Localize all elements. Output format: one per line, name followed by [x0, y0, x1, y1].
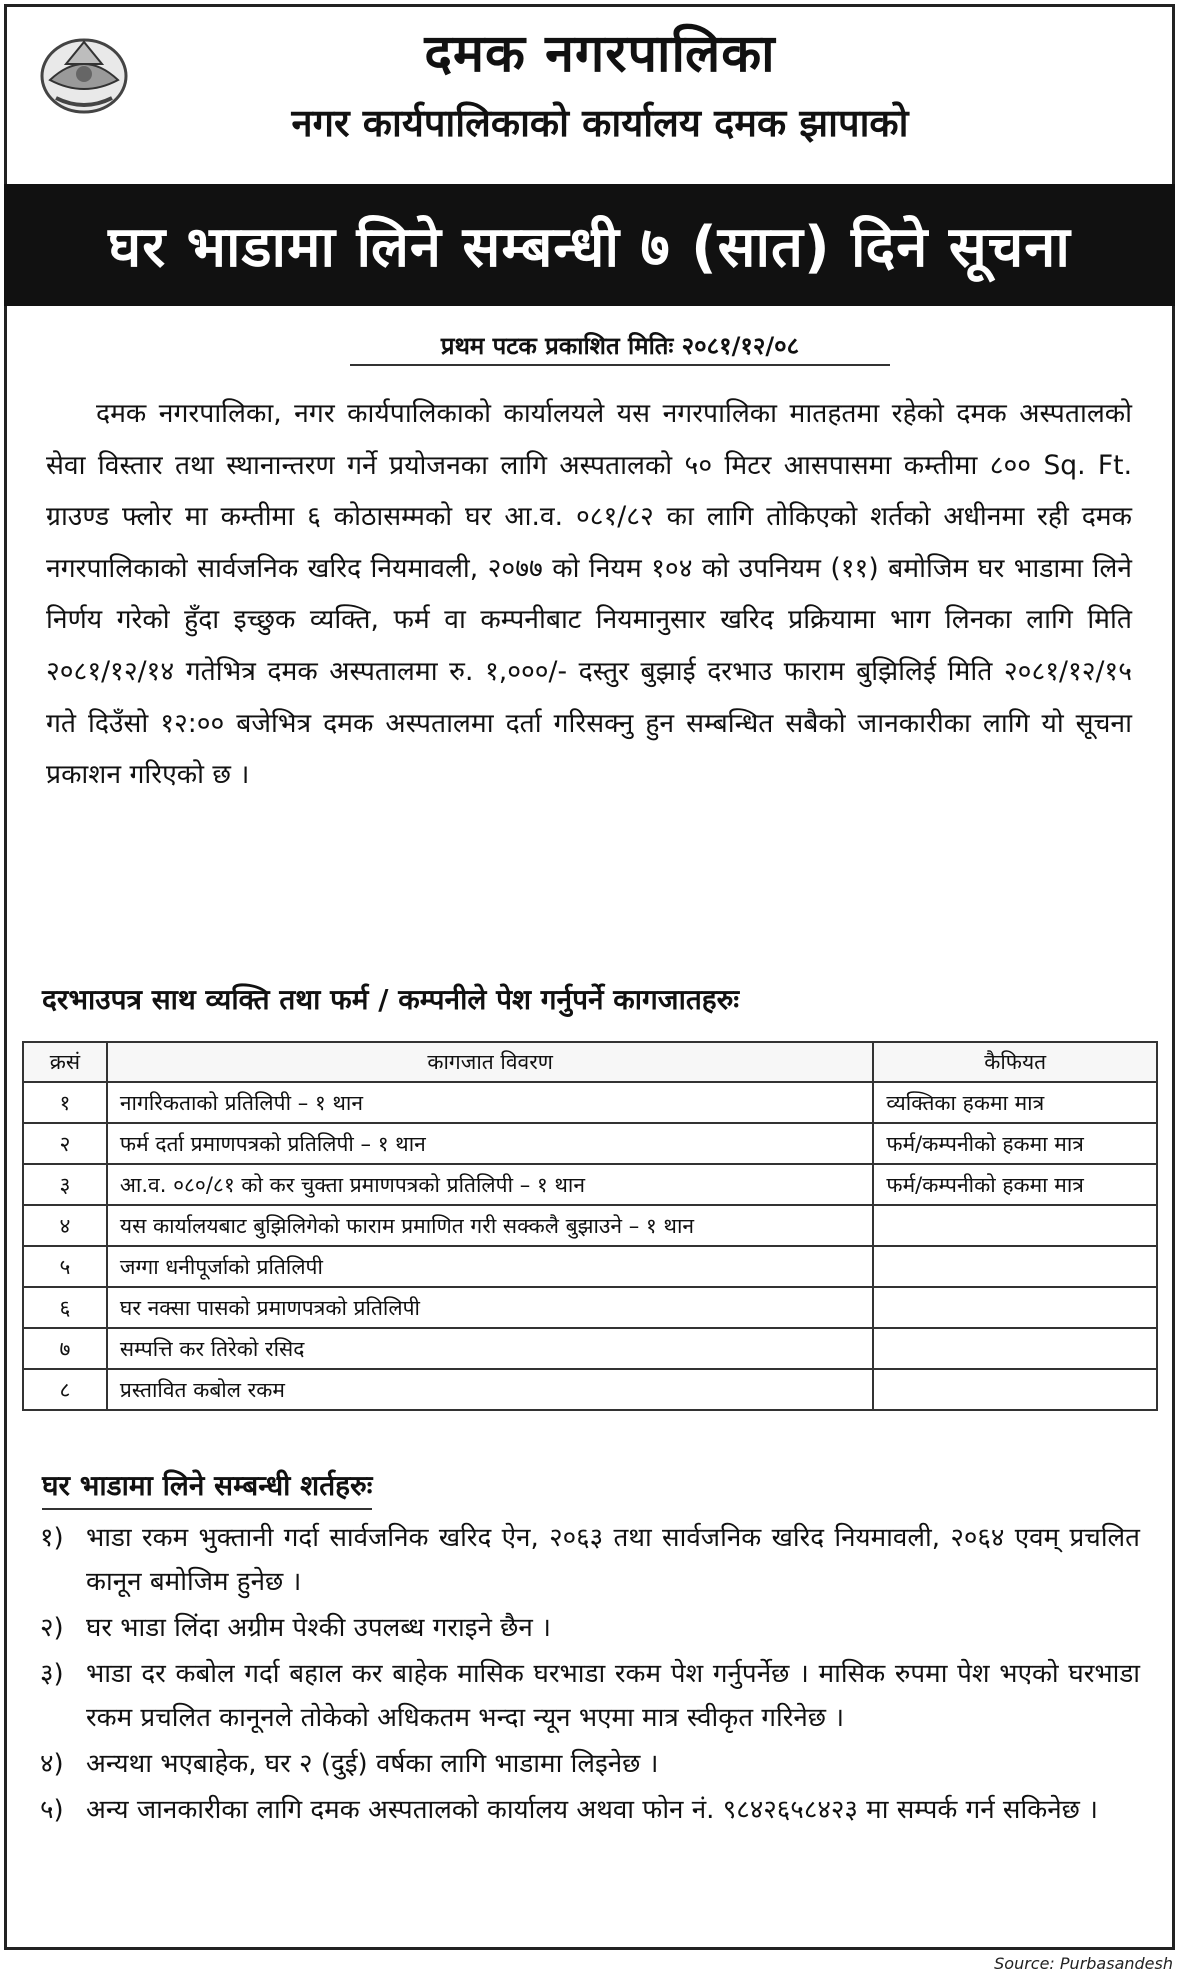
row-description: यस कार्यालयबाट बुझिलिगेको फाराम प्रमाणित गरी सक्कलै बुझाउने – १ थान	[107, 1205, 874, 1246]
condition-item	[40, 1516, 1140, 1604]
row-description: घर नक्सा पासको प्रमाणपत्रको प्रतिलिपी	[107, 1287, 874, 1328]
table-row	[23, 1164, 1157, 1205]
office-name: नगर कार्यपालिकाको कार्यालय दमक झापाको	[291, 101, 909, 145]
notice-title-banner	[4, 184, 1175, 306]
row-sn: ६	[23, 1287, 107, 1328]
row-sn: १	[23, 1082, 107, 1123]
condition-text: भाडा रकम भुक्तानी गर्दा सार्वजनिक खरिद ऐन, २०६३ तथा सार्वजनिक खरिद नियमावली, २०६४ एवम् प्रचलित कानून बमोजिम हुनेछ ।	[86, 1523, 1140, 1597]
condition-text: अन्यथा भएबाहेक, घर २ (दुई) वर्षका लागि भाडामा लिइनेछ ।	[86, 1749, 659, 1779]
row-sn: ४	[23, 1205, 107, 1246]
column-header-sn: क्रसं	[23, 1042, 107, 1082]
row-remark: फर्म/कम्पनीको हकमा मात्र	[873, 1123, 1157, 1164]
condition-text: भाडा दर कबोल गर्दा बहाल कर बाहेक मासिक घरभाडा रकम पेश गर्नुपर्नेछ । मासिक रुपमा पेश भएको घरभाडा रकम प्रचलित कानूनले तोकेको अधिकतम भन्दा न्यून भएमा मात्र स्वीकृत गरिनेछ ।	[86, 1659, 1140, 1733]
condition-number: ५)	[40, 1795, 64, 1825]
row-sn: ७	[23, 1328, 107, 1369]
condition-text: अन्य जानकारीका लागि दमक अस्पतालको कार्यालय अथवा फोन नं. ९८४२६५८४२३ मा सम्पर्क गर्न सकिनेछ ।	[86, 1795, 1098, 1825]
row-description: सम्पत्ति कर तिरेको रसिद	[107, 1328, 874, 1369]
condition-number: २)	[40, 1613, 64, 1643]
documents-table	[22, 1041, 1158, 1411]
condition-item	[40, 1788, 1140, 1832]
row-sn: ३	[23, 1164, 107, 1205]
condition-number: ४)	[40, 1749, 64, 1779]
table-row	[23, 1246, 1157, 1287]
condition-text: घर भाडा लिंदा अग्रीम पेश्की उपलब्ध गराइने छैन ।	[86, 1613, 551, 1643]
row-sn: २	[23, 1123, 107, 1164]
table-row	[23, 1287, 1157, 1328]
row-description: आ.व. ०८०/८१ को कर चुक्ता प्रमाणपत्रको प्रतिलिपी – १ थान	[107, 1164, 874, 1205]
table-row	[23, 1082, 1157, 1123]
condition-number: १)	[40, 1523, 64, 1553]
row-remark	[873, 1369, 1157, 1410]
row-description: फर्म दर्ता प्रमाणपत्रको प्रतिलिपी – १ थान	[107, 1123, 874, 1164]
row-sn: ५	[23, 1246, 107, 1287]
row-remark: व्यक्तिका हकमा मात्र	[873, 1082, 1157, 1123]
table-header-row	[23, 1042, 1157, 1082]
condition-item	[40, 1606, 1140, 1650]
nepal-emblem-icon	[36, 28, 132, 116]
row-description: नागरिकताको प्रतिलिपी – १ थान	[107, 1082, 874, 1123]
documents-heading: दरभाउपत्र साथ व्यक्ति तथा फर्म / कम्पनीले पेश गर्नुपर्ने कागजातहरुः	[42, 983, 740, 1016]
notice-body-paragraph: दमक नगरपालिका, नगर कार्यपालिकाको कार्यालयले यस नगरपालिका मातहतमा रहेको दमक अस्पतालको सेवा विस्तार तथा स्थानान्तरण गर्ने प्रयोजनका लागि अस्पतालको ५० मिटर आसपासमा कम्तीमा ८०० Sq. Ft. ग्राउण्ड फ्लोर मा कम्तीमा ६ कोठासम्मको घर आ.व. ०८१/८२ का लागि तोकिएको शर्तको अधीनमा रही दमक नगरपालिकाको सार्वजनिक खरिद नियमावली, २०७७ को नियम १०४ को उपनियम (११) बमोजिम घर भाडामा लिने निर्णय गरेको हुँदा इच्छुक व्यक्ति, फर्म वा कम्पनीबाट नियमानुसार खरिद प्रक्रियामा भाग लिनका लागि मिति २०८१/१२/१४ गतेभित्र दमक अस्पतालमा रु. १,०००/- दस्तुर बुझाई दरभाउ फाराम बुझिलिई मिति २०८१/१२/१५ गते दिउँसो १२:०० बजेभित्र दमक अस्पतालमा दर्ता गरिसक्नु हुन सम्बन्धित सबैको जानकारीका लागि यो सूचना प्रकाशन गरिएको छ ।	[46, 398, 1132, 791]
column-header-remarks: कैफियत	[873, 1042, 1157, 1082]
condition-item	[40, 1652, 1140, 1740]
source-credit: Source: Purbasandesh	[994, 1954, 1173, 1973]
municipality-name: दमक नगरपालिका	[424, 24, 776, 84]
published-date: प्रथम पटक प्रकाशित मितिः २०८१/१२/०८	[350, 328, 890, 366]
conditions-heading: घर भाडामा लिने सम्बन्धी शर्तहरुः	[42, 1464, 372, 1510]
column-header-description: कागजात विवरण	[107, 1042, 874, 1082]
conditions-list	[40, 1516, 1140, 1834]
row-remark	[873, 1328, 1157, 1369]
table-row	[23, 1328, 1157, 1369]
row-remark: फर्म/कम्पनीको हकमा मात्र	[873, 1164, 1157, 1205]
table-row	[23, 1123, 1157, 1164]
row-description: जग्गा धनीपूर्जाको प्रतिलिपी	[107, 1246, 874, 1287]
row-remark	[873, 1246, 1157, 1287]
row-description: प्रस्तावित कबोल रकम	[107, 1369, 874, 1410]
condition-number: ३)	[40, 1659, 64, 1689]
row-remark	[873, 1205, 1157, 1246]
table-row	[23, 1205, 1157, 1246]
row-sn: ८	[23, 1369, 107, 1410]
condition-item	[40, 1742, 1140, 1786]
table-row	[23, 1369, 1157, 1410]
notice-title: घर भाडामा लिने सम्बन्धी ७ (सात) दिने सूचना	[108, 215, 1071, 280]
row-remark	[873, 1287, 1157, 1328]
